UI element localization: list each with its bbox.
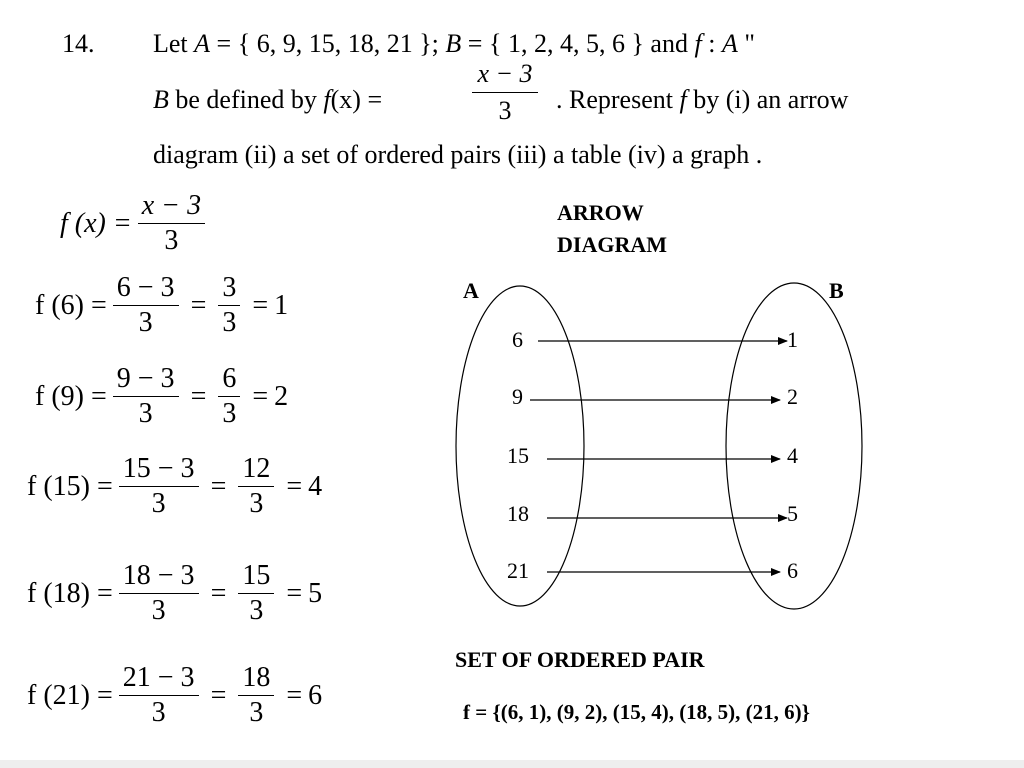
function-symbol-3: f: [679, 85, 687, 114]
equation-lhs: f (9) =: [35, 380, 107, 412]
text-defined-by: be defined by: [168, 85, 324, 114]
domain-element: 6: [512, 327, 523, 352]
equals-sign: =: [210, 577, 227, 609]
result: 1: [274, 289, 289, 321]
codomain-element: 6: [787, 558, 798, 583]
fraction-numerator: x − 3: [477, 59, 533, 88]
equation-lhs: f (x) =: [60, 207, 132, 239]
mapping-symbol: ": [737, 29, 755, 58]
numerator: 15: [242, 560, 271, 591]
domain-element: 15: [507, 443, 529, 468]
text-by-arrow: by (i) an arrow: [686, 85, 849, 114]
set-b-symbol: B: [445, 29, 462, 58]
title-line-1: ARROW: [557, 200, 644, 225]
domain-element: 18: [507, 501, 529, 526]
numerator: 6: [222, 363, 237, 394]
equals-sign: =: [210, 470, 227, 502]
equation-lhs: f (18) =: [27, 577, 113, 609]
equation-numerator: x − 3: [141, 190, 202, 221]
domain-element: 21: [507, 558, 529, 583]
numerator: 12: [242, 453, 271, 484]
result: 4: [308, 470, 323, 502]
result: 5: [308, 577, 323, 609]
ordered-pairs-title: SET OF ORDERED PAIR: [455, 647, 705, 672]
numerator: 18 − 3: [122, 560, 195, 591]
question-line-3: diagram (ii) a set of ordered pairs (iii) a table (iv) a graph .: [153, 140, 763, 169]
ordered-pairs-set: f = {(6, 1), (9, 2), (15, 4), (18, 5), (21, 6)}: [463, 700, 810, 724]
denominator: 3: [222, 398, 237, 429]
codomain-element: 5: [787, 501, 798, 526]
equation-lhs: f (6) =: [35, 289, 107, 321]
equation-lhs: f (21) =: [27, 679, 113, 711]
numerator: 21 − 3: [122, 662, 195, 693]
equals-sign: =: [210, 679, 227, 711]
set-a-definition: = { 6, 9, 15, 18, 21 };: [210, 29, 446, 58]
equals-sign: =: [252, 289, 269, 321]
equals-sign: =: [190, 380, 207, 412]
denominator: 3: [151, 488, 166, 519]
function-symbol-2: f: [323, 85, 331, 114]
text-colon: :: [701, 29, 722, 58]
codomain-element: 2: [787, 384, 798, 409]
set-a-symbol: A: [194, 29, 211, 58]
denominator: 3: [138, 307, 153, 338]
codomain-element: 1: [787, 327, 798, 352]
function-symbol: f: [694, 29, 702, 58]
equals-sign: =: [286, 577, 303, 609]
denominator: 3: [151, 595, 166, 626]
function-arg: (x) =: [330, 85, 383, 114]
codomain-symbol: B: [153, 85, 169, 114]
equation-denominator: 3: [164, 225, 179, 256]
equals-sign: =: [252, 380, 269, 412]
equals-sign: =: [286, 470, 303, 502]
denominator: 3: [249, 697, 264, 728]
numerator: 3: [222, 272, 237, 303]
denominator: 3: [249, 488, 264, 519]
result: 2: [274, 380, 289, 412]
text-let: Let: [153, 29, 195, 58]
numerator: 6 − 3: [116, 272, 175, 303]
denominator: 3: [249, 595, 264, 626]
numerator: 15 − 3: [122, 453, 195, 484]
denominator: 3: [138, 398, 153, 429]
fraction-denominator: 3: [498, 96, 512, 125]
equals-sign: =: [286, 679, 303, 711]
bottom-bar: [0, 760, 1024, 768]
set-b-label: B: [829, 278, 844, 303]
equation-lhs: f (15) =: [27, 470, 113, 502]
numerator: 9 − 3: [116, 363, 175, 394]
question-number: 14.: [62, 29, 95, 58]
result: 6: [308, 679, 323, 711]
set-b-definition: = { 1, 2, 4, 5, 6 } and: [461, 29, 695, 58]
domain-symbol: A: [721, 29, 738, 58]
title-line-2: DIAGRAM: [557, 232, 667, 257]
equals-sign: =: [190, 289, 207, 321]
text-represent: . Represent: [556, 85, 680, 114]
set-a-label: A: [463, 278, 479, 303]
codomain-element: 4: [787, 443, 798, 468]
numerator: 18: [242, 662, 271, 693]
domain-element: 9: [512, 384, 523, 409]
denominator: 3: [222, 307, 237, 338]
denominator: 3: [151, 697, 166, 728]
